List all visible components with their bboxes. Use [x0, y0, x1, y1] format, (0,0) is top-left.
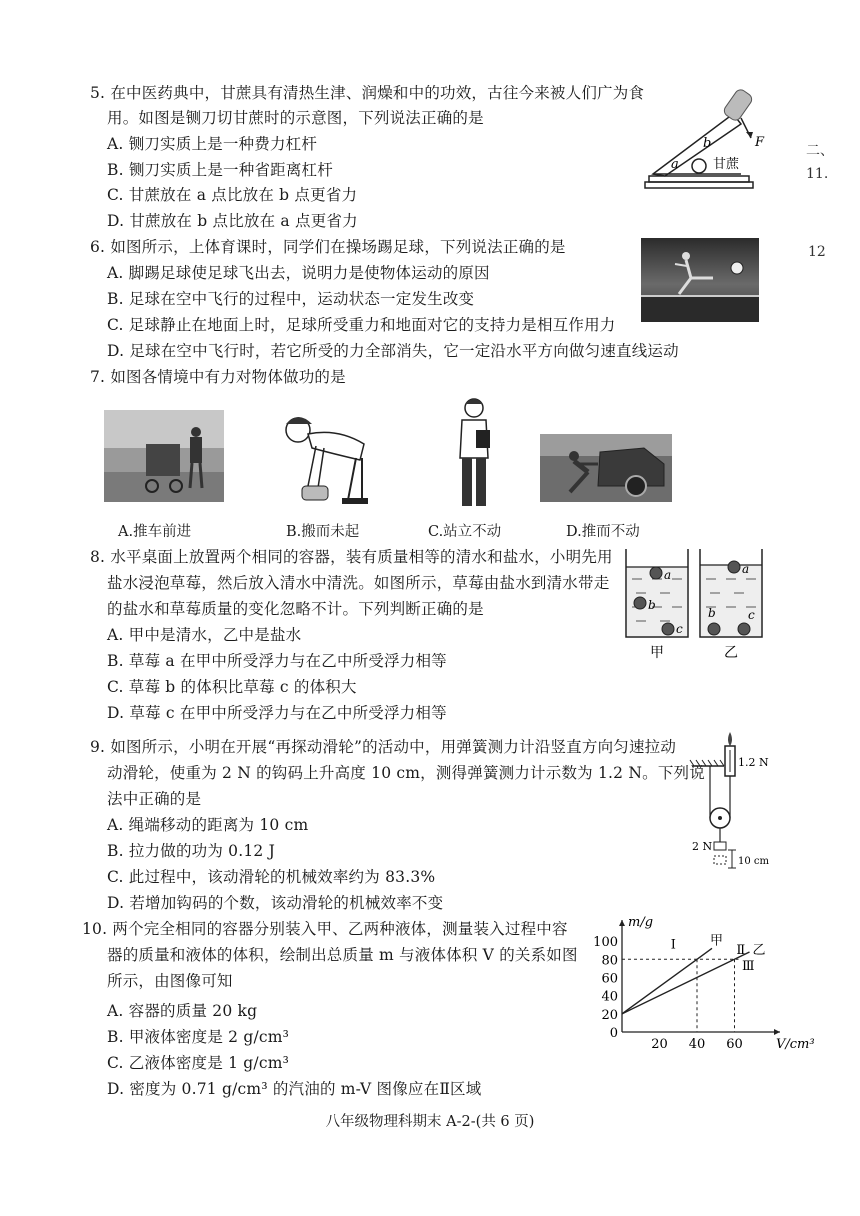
q7-caption-b: B.搬而未起 [286, 524, 360, 540]
q6-option-d: D. 足球在空中飞行时，若它所受的力全部消失，它一定沿水平方向做匀速直线运动 [107, 342, 679, 360]
q6-option-c: C. 足球静止在地面上时，足球所受重力和地面对它的支持力是相互作用力 [107, 316, 616, 334]
force-label: F [755, 135, 765, 150]
y-tick-label: 40 [601, 989, 618, 1005]
q9-stem-line-2: 动滑轮，使重为 2 N 的钩码上升高度 10 cm，测得弹簧测力计示数为 1.2 N。下列说 [107, 764, 705, 782]
q6-stem: 6. 如图所示，上体育课时，同学们在操场踢足球，下列说法正确的是 [90, 238, 566, 256]
q8-stem-line-1: 8. 水平桌面上放置两个相同的容器，装有质量相等的清水和盐水，小明先用 [90, 548, 613, 566]
q9-pulley-figure [688, 726, 778, 880]
series-line-yi [622, 952, 750, 1014]
q5-stem-line-2: 用。如图是铡刀切甘蔗时的示意图，下列说法正确的是 [107, 109, 484, 127]
height-label: 10 cm [738, 856, 769, 867]
q8-stem-line-3: 的盐水和草莓质量的变化忽略不计。下列判断正确的是 [107, 600, 484, 618]
margin-mark-1: 二、 [806, 143, 834, 159]
q7-caption-a: A.推车前进 [118, 524, 192, 540]
spring-scale-reading: 1.2 N [738, 756, 769, 769]
x-tick-label: 40 [688, 1037, 706, 1052]
q10-stem-line-2: 器的质量和液体的体积，绘制出总质量 m 与液体体积 V 的关系如图 [107, 946, 578, 964]
y-tick-label: 80 [601, 953, 618, 969]
y-axis-arrow [619, 920, 625, 926]
x-tick-label: 20 [651, 1037, 668, 1052]
strawberry-a-label-left: a [664, 568, 672, 582]
q5-option-c: C. 甘蔗放在 a 点比放在 b 点更省力 [107, 186, 358, 204]
q5-option-a: A. 铡刀实质上是一种费力杠杆 [107, 135, 318, 153]
q10-option-d: D. 密度为 0.71 g/cm³ 的汽油的 m-V 图像应在Ⅱ区域 [107, 1080, 482, 1098]
y-tick-label: 100 [593, 935, 618, 951]
q8-option-a: A. 甲中是清水，乙中是盐水 [107, 626, 302, 644]
q7-image-d-pushing-car [540, 434, 672, 502]
q6-football-photo [641, 238, 759, 322]
q7-image-c-standing [450, 394, 500, 512]
region-label: Ⅰ [670, 937, 676, 953]
x-axis-arrow [774, 1029, 780, 1035]
container-yi-label: 乙 [724, 645, 738, 661]
y-tick-label: 20 [601, 1007, 618, 1023]
point-b-label: b [703, 136, 712, 151]
q9-option-b: B. 拉力做的功为 0.12 J [107, 842, 276, 860]
q9-stem-line-1: 9. 如图所示，小明在开展“再探动滑轮”的活动中，用弹簧测力计沿竖直方向匀速拉动 [90, 738, 677, 756]
q5-option-d: D. 甘蔗放在 b 点比放在 a 点更省力 [107, 212, 358, 230]
q9-option-d: D. 若增加钩码的个数，该动滑轮的机械效率不变 [107, 894, 444, 912]
q10-stem-line-3: 所示，由图像可知 [107, 972, 233, 990]
q6-option-a: A. 脚踢足球使足球飞出去，说明力是使物体运动的原因 [107, 264, 490, 282]
q10-option-a: A. 容器的质量 20 kg [107, 1002, 258, 1020]
series-label: 乙 [752, 943, 766, 958]
q8-containers-figure [622, 545, 772, 661]
strawberry-c-label-left: c [676, 622, 683, 636]
q8-option-b: B. 草莓 a 在甲中所受浮力与在乙中所受浮力相等 [107, 652, 447, 670]
margin-mark-2: 11. [806, 166, 829, 182]
region-label: Ⅲ [742, 959, 755, 975]
y-tick-label: 60 [601, 971, 618, 987]
q9-option-a: A. 绳端移动的距离为 10 cm [107, 816, 309, 834]
hook-weight-label: 2 N [692, 840, 713, 853]
strawberry-b-label-left: b [648, 598, 656, 612]
q10-option-b: B. 甲液体密度是 2 g/cm³ [107, 1028, 290, 1046]
q10-mass-volume-chart [592, 915, 815, 1056]
q7-image-a-pushing-cart [104, 410, 224, 502]
q5-stem-line-1: 5. 在中医药典中，甘蔗具有清热生津、润燥和中的功效，古往今来被人们广为食 [90, 84, 645, 102]
q10-option-c: C. 乙液体密度是 1 g/cm³ [107, 1054, 290, 1072]
q8-stem-line-2: 盐水浸泡草莓，然后放入清水中清洗。如图所示，草莓由盐水到清水带走 [107, 574, 610, 592]
point-a-label: a [671, 157, 679, 172]
q8-option-d: D. 草莓 c 在甲中所受浮力与在乙中所受浮力相等 [107, 704, 447, 722]
q5-guillotine-figure [643, 84, 765, 192]
margin-mark-3: 12 [808, 244, 826, 260]
page-footer: 八年级物理科期末 A-2-(共 6 页) [325, 1114, 535, 1130]
q9-stem-line-3: 法中正确的是 [107, 790, 202, 808]
strawberry-a-label-right: a [742, 562, 750, 576]
series-label: 甲 [710, 933, 724, 949]
q7-caption-c: C.站立不动 [428, 524, 502, 540]
q7-caption-d: D.推而不动 [566, 524, 640, 540]
q6-option-b: B. 足球在空中飞行的过程中，运动状态一定发生改变 [107, 290, 475, 308]
x-axis-label: V/cm³ [776, 1037, 815, 1052]
q8-option-c: C. 草莓 b 的体积比草莓 c 的体积大 [107, 678, 357, 696]
series-line-jia [622, 948, 712, 1013]
sugarcane-label: 甘蔗 [713, 157, 740, 172]
strawberry-b-label-right: b [708, 606, 716, 620]
container-jia-label: 甲 [650, 645, 664, 661]
q10-stem-line-1: 10. 两个完全相同的容器分别装入甲、乙两种液体，测量装入过程中容 [82, 920, 568, 938]
y-tick-label: 0 [609, 1026, 618, 1041]
y-axis-label: m/g [628, 915, 654, 930]
strawberry-c-label-right: c [748, 608, 755, 622]
q7-image-b-lifting [268, 404, 380, 510]
q5-option-b: B. 铡刀实质上是一种省距离杠杆 [107, 161, 333, 179]
q9-option-c: C. 此过程中，该动滑轮的机械效率约为 83.3% [107, 868, 436, 886]
region-label: Ⅱ [736, 942, 746, 958]
x-tick-label: 60 [726, 1037, 743, 1052]
q7-stem: 7. 如图各情境中有力对物体做功的是 [90, 368, 346, 386]
